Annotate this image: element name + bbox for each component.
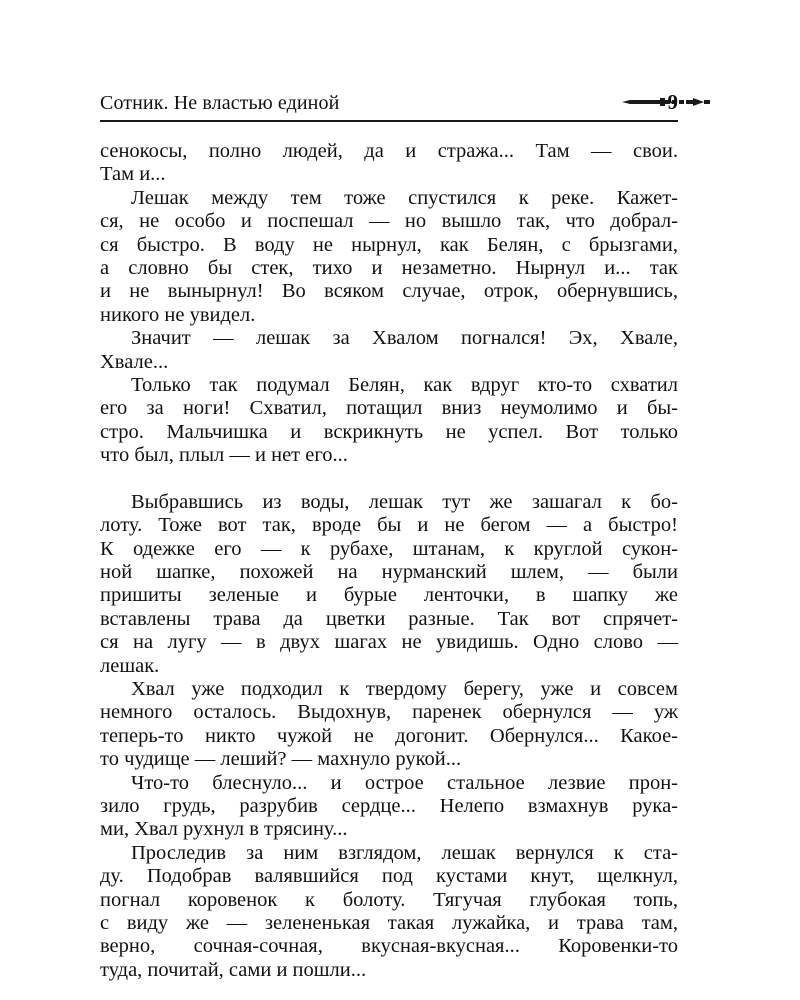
- text-line: Хвале...: [100, 350, 169, 373]
- text-line: лоту. Тоже вот так, вроде бы и не бегом — а быстро!: [100, 514, 678, 537]
- text-line: ду. Подобрав валявшийся под кустами кнут, щелкнул,: [100, 865, 678, 888]
- text-line: Там и...: [100, 163, 166, 186]
- text-line: Хвал уже подходил к твердому берегу, уже и совсем: [131, 677, 678, 700]
- text-line: немного осталось. Выдохнув, паренек обернулся — уж: [100, 701, 678, 724]
- text-line: Выбравшись из воды, лешак тут же зашагал к бо-: [131, 490, 678, 513]
- running-header: [100, 86, 678, 122]
- text-line: то чудище — леший? — махнуло рукой...: [100, 748, 462, 771]
- section-break: [100, 467, 678, 490]
- text-line: ся быстро. В воду не нырнул, как Белян, с брызгами,: [100, 233, 678, 256]
- running-title: Сотник. Не властью единой: [100, 92, 340, 114]
- text-line: ся на лугу — в двух шагах не увидишь. Одно слово —: [100, 631, 678, 654]
- text-line: зило грудь, разрубив сердце... Нелепо взмахнув рука-: [100, 794, 678, 817]
- text-line: ми, Хвал рухнул в трясину...: [100, 818, 348, 841]
- text-line: вставлены трава да цветки разные. Так вот спрячет-: [100, 607, 678, 630]
- text-line: ной шапке, похожей на нурманский шлем, — были: [100, 561, 678, 584]
- text-line: Только так подумал Белян, как вдруг кто-то схватил: [131, 373, 678, 396]
- text-line: погнал коровенок к болоту. Тягучая глубокая топь,: [100, 888, 678, 911]
- body-text: [100, 140, 678, 982]
- text-line: а словно бы стек, тихо и незаметно. Нырнул и... так: [100, 256, 678, 279]
- text-line: Лешак между тем тоже спустился к реке. Кажет-: [131, 186, 678, 209]
- text-line: Значит — лешак за Хвалом погнался! Эх, Хвале,: [131, 327, 678, 350]
- text-line: что был, плыл — и нет его...: [100, 444, 348, 467]
- text-line: туда, почитай, сами и пошли...: [100, 958, 367, 981]
- page-number: 9: [667, 90, 678, 114]
- text-line: сенокосы, полно людей, да и стража... Там — свои.: [100, 140, 678, 162]
- text-line: лешак.: [100, 654, 160, 677]
- text-line: и не вынырнул! Во всяком случае, отрок, обернувшись,: [100, 280, 678, 303]
- dagger-ornament-icon: [620, 95, 712, 109]
- text-line: ся, не особо и поспешал — но вышло так, что добрал-: [100, 210, 678, 233]
- text-line: стро. Мальчишка и вскрикнуть не успел. Вот только: [100, 420, 678, 443]
- text-line: никого не увидел.: [100, 303, 256, 326]
- text-line: Проследив за ним взглядом, лешак вернулся к ста-: [131, 841, 678, 864]
- text-line: с виду же — зелененькая такая лужайка, и трава там,: [100, 911, 678, 934]
- text-line: пришиты зеленые и бурые ленточки, в шапку же: [100, 584, 678, 607]
- text-line: верно, сочная-сочная, вкусная-вкусная... Коровенки-то: [100, 935, 678, 958]
- text-line: К одежке его — к рубахе, штанам, к круглой сукон-: [100, 537, 678, 560]
- text-line: теперь-то никто чужой не догонит. Обернулся... Какое-: [100, 724, 678, 747]
- text-line: Что-то блеснуло... и острое стальное лезвие прон-: [131, 771, 678, 794]
- text-line: его за ноги! Схватил, потащил вниз неумолимо и бы-: [100, 397, 678, 420]
